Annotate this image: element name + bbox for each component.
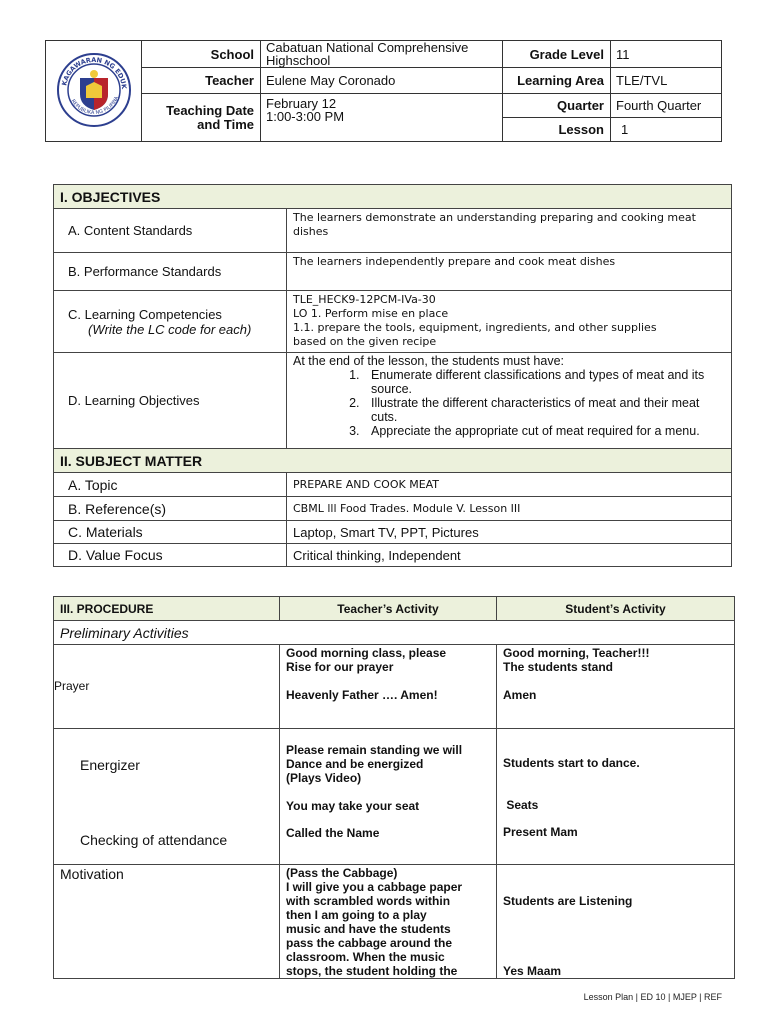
learning-objectives-value	[287, 353, 732, 449]
deped-seal	[46, 41, 142, 142]
school-label: School	[142, 41, 261, 68]
procedure-table	[53, 596, 735, 979]
subject-matter-heading: II. SUBJECT MATTER	[54, 449, 732, 473]
motivation-student-cell	[497, 865, 735, 979]
materials-value: Laptop, Smart TV, PPT, Pictures	[287, 521, 732, 544]
learning-objectives-intro: At the end of the lesson, the students must have:	[293, 354, 565, 368]
motivation-teacher-line: then I am going to a play	[286, 908, 427, 922]
motivation-teacher-line: (Pass the Cabbage)	[286, 866, 398, 880]
competency-line: based on the given recipe	[293, 335, 437, 348]
competency-line: LO 1. Perform mise en place	[293, 307, 449, 320]
learning-area-label: Learning Area	[503, 68, 611, 94]
content-standards-label: A. Content Standards	[54, 209, 287, 253]
motivation-teacher-line: I will give you a cabbage paper	[286, 880, 463, 894]
motivation-student-line: Yes Maam	[503, 964, 562, 978]
energizer-teacher-cell	[280, 729, 497, 865]
svg-text:REPUBLIKA NG PILIPINAS: REPUBLIKA NG PILIPINA	[69, 94, 120, 116]
motivation-teacher-line: classroom. When the music	[286, 950, 445, 964]
school-value: Cabatuan National Comprehensive Highschool	[261, 41, 503, 68]
motivation-teacher-line: stops, the student holding the	[286, 964, 458, 978]
value-focus-label: D. Value Focus	[54, 544, 287, 567]
prayer-student-line: Good morning, Teacher!!!	[503, 646, 650, 660]
quarter-value: Fourth Quarter	[611, 94, 722, 118]
motivation-teacher-line: music and have the students	[286, 922, 451, 936]
energizer-teacher-line: (Plays Video)	[286, 771, 362, 785]
lesson-label: Lesson	[503, 118, 611, 142]
grade-level-label: Grade Level	[503, 41, 611, 68]
performance-standards-value: The learners independently prepare and cook meat dishes	[287, 253, 732, 291]
motivation-teacher-line: with scrambled words within	[286, 894, 451, 908]
objectives-table	[53, 184, 732, 567]
value-focus-value: Critical thinking, Independent	[287, 544, 732, 567]
prayer-student-cell	[497, 645, 735, 729]
learning-objectives-label: D. Learning Objectives	[54, 353, 287, 449]
prayer-student-line: The students stand	[503, 660, 614, 674]
energizer-teacher-line: Please remain standing we will	[286, 743, 463, 757]
motivation-student-line: Students are Listening	[503, 894, 633, 908]
motivation-teacher-cell	[280, 865, 497, 979]
learning-objectives-list	[293, 368, 725, 438]
learning-area-value: TLE/TVL	[611, 68, 722, 94]
time-value: 1:00-3:00 PM	[266, 109, 345, 124]
teacher-value: Eulene May Coronado	[261, 68, 503, 94]
svg-text:KAGAWARAN NG EDUKASYON: KAGAWARAN NG EDUK	[59, 55, 128, 90]
preliminary-activities-label: Preliminary Activities	[54, 621, 735, 645]
energizer-student-cell	[497, 729, 735, 865]
topic-value: PREPARE AND COOK MEAT	[287, 473, 732, 497]
learning-competencies-value	[287, 291, 732, 353]
topic-label: A. Topic	[54, 473, 287, 497]
objectives-heading: I. OBJECTIVES	[54, 185, 732, 209]
attendance-student-line: Present Mam	[503, 825, 578, 839]
competency-line: 1.1. prepare the tools, equipment, ingredients, and other supplies	[293, 321, 657, 334]
quarter-label: Quarter	[503, 94, 611, 118]
materials-label: C. Materials	[54, 521, 287, 544]
teacher-label: Teacher	[142, 68, 261, 94]
energizer-label: Energizer	[80, 757, 140, 773]
energizer-student-line: Seats	[503, 798, 539, 812]
grade-level-value: 11	[611, 41, 722, 68]
deped-seal-icon	[56, 52, 132, 128]
learning-competencies-label	[54, 291, 287, 353]
prayer-label: Prayer	[54, 645, 280, 729]
references-value: CBML lll Food Trades. Module V. Lesson III	[287, 497, 732, 521]
energizer-teacher-line: You may take your seat	[286, 799, 420, 813]
prayer-student-line: Amen	[503, 688, 537, 702]
performance-standards-label: B. Performance Standards	[54, 253, 287, 291]
prayer-teacher-line: Rise for our prayer	[286, 660, 394, 674]
page-footer: Lesson Plan | ED 10 | MJEP | REF	[583, 992, 722, 1002]
lesson-value: 1	[611, 118, 722, 142]
learning-objective-item: 1. Enumerate different classifications and types of meat and its source.	[363, 368, 725, 396]
energizer-cell	[54, 729, 280, 865]
prayer-teacher-cell	[280, 645, 497, 729]
learning-objective-item: 3. Appreciate the appropriate cut of meat required for a menu.	[363, 424, 725, 438]
competency-line: TLE_HECK9-12PCM-IVa-30	[293, 293, 436, 306]
prayer-teacher-line: Heavenly Father …. Amen!	[286, 688, 438, 702]
energizer-teacher-line: Dance and be energized	[286, 757, 424, 771]
competencies-note: (Write the LC code for each)	[88, 321, 252, 337]
prayer-teacher-line: Good morning class, please	[286, 646, 447, 660]
date-value: February 12	[266, 96, 337, 111]
competencies-title: C. Learning Competencies	[68, 306, 222, 322]
references-label: B. Reference(s)	[54, 497, 287, 521]
content-standards-value: The learners demonstrate an understanding preparing and cooking meat dishes	[287, 209, 732, 253]
header-table	[45, 40, 722, 142]
student-activity-heading: Student’s Activity	[497, 597, 735, 621]
attendance-teacher-line: Called the Name	[286, 826, 380, 840]
attendance-label: Checking of attendance	[80, 832, 228, 848]
procedure-heading: III. PROCEDURE	[54, 597, 280, 621]
teaching-date-value	[261, 94, 503, 142]
motivation-teacher-line: pass the cabbage around the	[286, 936, 453, 950]
energizer-student-line: Students start to dance.	[503, 756, 640, 770]
teaching-date-label: Teaching Date and Time	[142, 94, 261, 142]
motivation-label: Motivation	[54, 865, 280, 979]
learning-objective-item: 2. Illustrate the different characteristics of meat and their meat cuts.	[363, 396, 725, 424]
teacher-activity-heading: Teacher’s Activity	[280, 597, 497, 621]
